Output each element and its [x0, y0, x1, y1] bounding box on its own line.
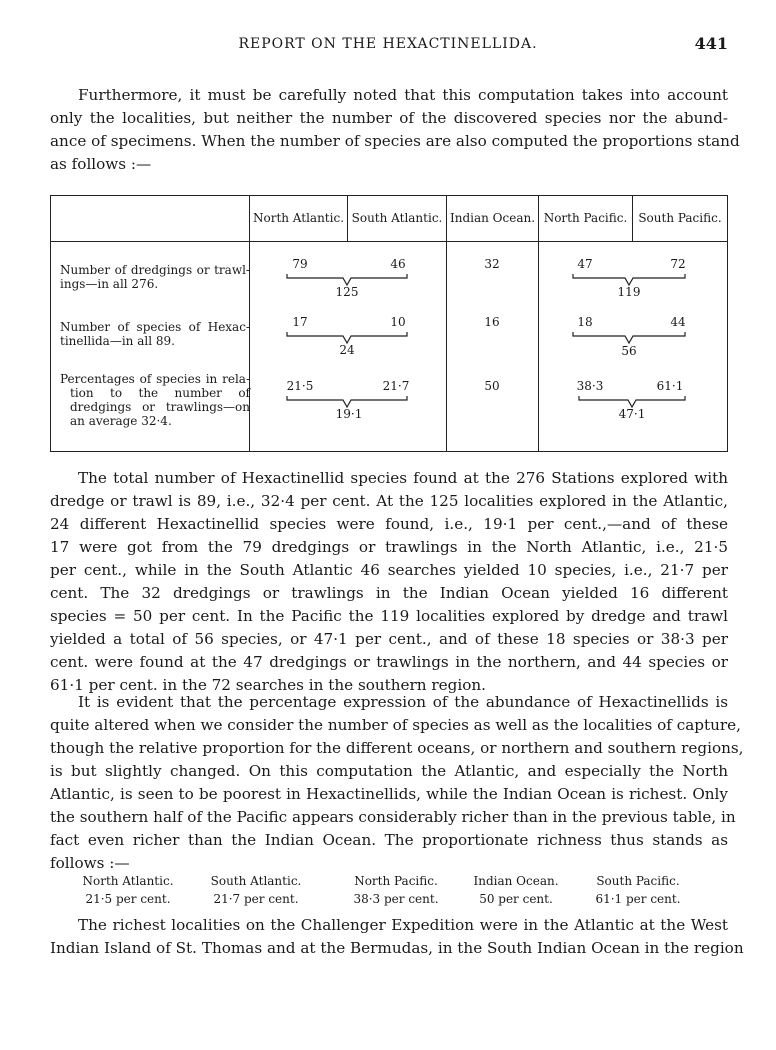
text-line: is but slightly changed. On this computation the Atlantic, and especially the North — [50, 762, 728, 780]
table-bottom-rule — [50, 451, 728, 452]
cell-value: 46 — [390, 257, 406, 271]
cell-value: 79 — [292, 257, 308, 271]
text-line: only the localities, but neither the number of the discovered species nor the abund- — [50, 109, 728, 127]
page-number: 441 — [694, 34, 728, 53]
species-table — [50, 195, 728, 452]
cell-value: 10 — [390, 315, 406, 329]
cell-value: 17 — [292, 315, 308, 329]
summary-value: 38·3 per cent. — [353, 892, 439, 906]
cell-value: 72 — [670, 257, 686, 271]
text-line: cent. were found at the 47 dredgings or trawlings in the northern, and 44 species or — [50, 653, 728, 671]
text-line: 17 were got from the 79 dredgings or trawlings in the North Atlantic, i.e., 21·5 — [50, 538, 728, 556]
text-line: The richest localities on the Challenger Expedition were in the Atlantic at the West — [78, 916, 728, 934]
summary-region: North Pacific. — [354, 874, 438, 888]
row-label-line: dredgings or trawlings—on — [70, 400, 250, 414]
text-line: ance of specimens. When the number of species are also computed the proportions stand — [50, 132, 740, 150]
row-label-line: Number of species of Hexac- — [60, 320, 250, 334]
table-column-rule — [538, 195, 539, 452]
summary-region: South Atlantic. — [210, 874, 302, 888]
col-header-south-atlantic: South Atlantic. — [351, 211, 443, 225]
text-line: follows :— — [50, 854, 130, 872]
cell-value: 24 — [339, 343, 355, 357]
cell-value: 19·1 — [335, 407, 363, 421]
summary-value: 50 per cent. — [479, 892, 553, 906]
summary-north-atlantic — [68, 874, 188, 906]
cell-value: 47·1 — [618, 407, 646, 421]
text-line: species = 50 per cent. In the Pacific the 119 localities explored by dredge and trawl — [50, 607, 728, 625]
text-line: Furthermore, it must be carefully noted that this computation takes into account — [78, 86, 728, 104]
col-header-indian-ocean: Indian Ocean. — [449, 211, 536, 225]
cell-value: 125 — [335, 285, 359, 299]
text-line: It is evident that the percentage expression of the abundance of Hexactinellids is — [78, 693, 728, 711]
table-header-rule — [50, 241, 728, 242]
cell-value: 16 — [484, 315, 500, 329]
summary-region: Indian Ocean. — [473, 874, 559, 888]
row-label-line: Percentages of species in rela- — [60, 372, 250, 386]
paragraph-richest-localities — [50, 914, 744, 960]
cell-value: 21·5 — [286, 379, 314, 393]
table-border — [50, 195, 51, 452]
cell-value: 21·7 — [382, 379, 410, 393]
paragraph-total-species — [50, 467, 728, 697]
text-line: cent. The 32 dredgings or trawlings in the Indian Ocean yielded 16 different — [50, 584, 728, 602]
text-line: the southern half of the Pacific appears considerably richer than in the previous table, in — [50, 808, 736, 826]
cell-value: 50 — [484, 379, 500, 393]
cell-value: 18 — [577, 315, 593, 329]
summary-value: 21·7 per cent. — [213, 892, 299, 906]
cell-value: 56 — [621, 344, 637, 358]
text-line: quite altered when we consider the number of species as well as the localities of capture, — [50, 716, 741, 734]
cell-value: 47 — [577, 257, 593, 271]
table-column-rule — [446, 195, 447, 452]
text-line: 24 different Hexactinellid species were found, i.e., 19·1 per cent.,—and of these — [50, 515, 728, 533]
row-label-dredgings — [60, 263, 250, 291]
row-label-line: tion to the number of — [70, 386, 250, 400]
cell-value: 38·3 — [576, 379, 604, 393]
text-line: yielded a total of 56 species, or 47·1 per cent., and of these 18 species or 38·3 per — [50, 630, 728, 648]
col-header-north-pacific: North Pacific. — [543, 211, 628, 225]
text-line: per cent., while in the South Atlantic 46 searches yielded 10 species, i.e., 21·7 per — [50, 561, 728, 579]
row-label-percentages — [60, 372, 250, 428]
running-header: REPORT ON THE HEXACTINELLIDA. — [238, 36, 538, 52]
summary-south-atlantic — [196, 874, 316, 906]
summary-north-pacific — [336, 874, 456, 906]
summary-region: North Atlantic. — [82, 874, 174, 888]
row-label-line: tinellida—in all 89. — [60, 334, 175, 348]
summary-south-pacific — [578, 874, 698, 906]
text-line: Atlantic, is seen to be poorest in Hexactinellids, while the Indian Ocean is richest. Only — [50, 785, 728, 803]
text-line: dredge or trawl is 89, i.e., 32·4 per cent. At the 125 localities explored in the Atlantic, — [50, 492, 728, 510]
row-label-species — [60, 320, 250, 348]
text-line: as follows :— — [50, 155, 152, 173]
text-line: Indian Island of St. Thomas and at the Bermudas, in the South Indian Ocean in the region — [50, 939, 744, 957]
summary-value: 21·5 per cent. — [85, 892, 171, 906]
summary-region: South Pacific. — [596, 874, 680, 888]
table-top-rule — [50, 195, 728, 196]
cell-value: 44 — [670, 315, 686, 329]
summary-value: 61·1 per cent. — [595, 892, 681, 906]
cell-value: 119 — [617, 285, 641, 299]
paragraph-percentage-expression — [50, 691, 744, 875]
table-border — [727, 195, 728, 452]
cell-value: 61·1 — [656, 379, 684, 393]
intro-paragraph — [50, 84, 740, 176]
text-line: though the relative proportion for the different oceans, or northern and southern regions, — [50, 739, 744, 757]
text-line: 61·1 per cent. in the 72 searches in the southern region. — [50, 676, 486, 694]
summary-indian-ocean — [456, 874, 576, 906]
row-label-line: an average 32·4. — [70, 414, 172, 428]
col-header-south-pacific: South Pacific. — [638, 211, 722, 225]
text-line: The total number of Hexactinellid species found at the 276 Stations explored with — [78, 469, 728, 487]
cell-value: 32 — [484, 257, 500, 271]
row-label-line: ings—in all 276. — [60, 277, 159, 291]
text-line: fact even richer than the Indian Ocean. The proportionate richness thus stands as — [50, 831, 728, 849]
col-header-north-atlantic: North Atlantic. — [252, 211, 345, 225]
row-label-line: Number of dredgings or trawl- — [60, 263, 250, 277]
